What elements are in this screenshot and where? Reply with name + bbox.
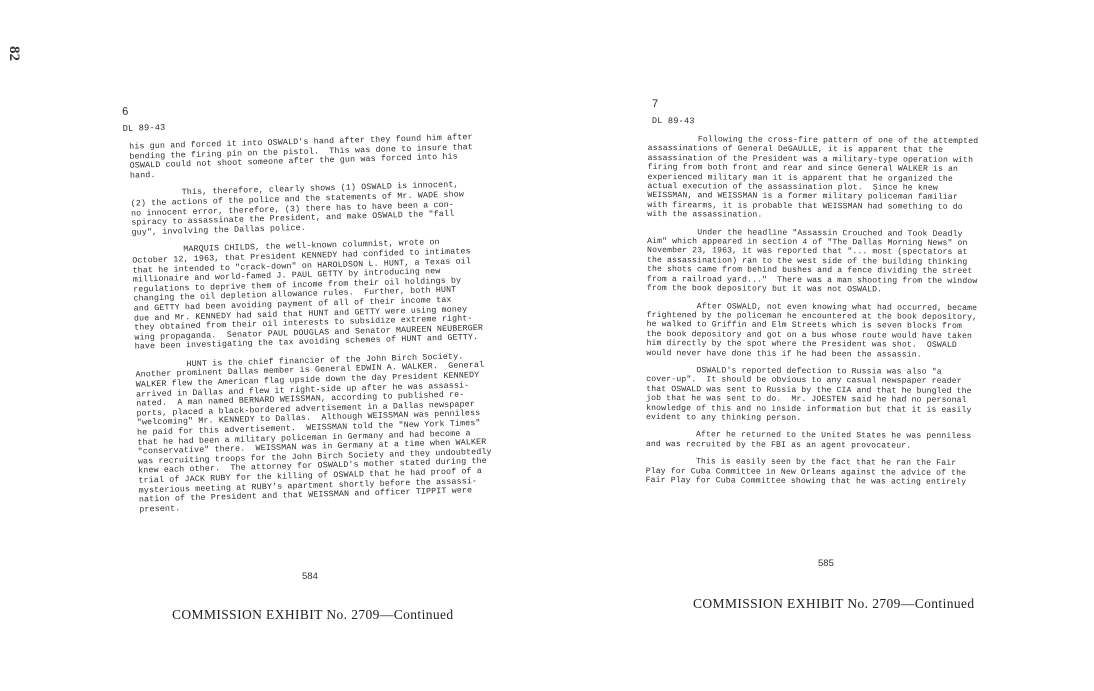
right-footer-caption: COMMISSION EXHIBIT No. 2709—Continued bbox=[693, 596, 975, 611]
right-paragraph-6: This is easily seen by the fact that he ran the Fair Play for Cuba Committee in New Orleans against the advice of the Fair Play for Cuba Committee showing that he was acting entirely bbox=[645, 457, 967, 487]
right-paragraph-2: Under the headline "Assassin Crouched and Took Deadly Aim" which appeared in section 4 of "The Dallas Morning News" on November 23, 1963, it was reported that "... most (spectators at the assassination) ran to the west side of the building thinking the shots came from behind bushes and a fence dividing the street from a railroad yard..." There was a man shooting from the window from the book depository but it was not OSWALD. bbox=[646, 227, 978, 295]
left-paragraph-4: HUNT is the chief financier of the John Birch Society. Another prominent Dallas member is General EDWIN A. WALKER. General WALKER flew the American flag upside down the day President KENNEDY arrived in Dallas and flew it right-side up after he was assassi- nated. A man named BERNARD WEISSMAN, according to published re- ports, placed a black-bordered advertisement in a Dallas newspaper "welcoming" Mr. KENNEDY to Dallas. Although WEISSMAN was penniless he paid for this advertisement. WEISSMAN told the "New York Times" that he had been a military policeman in Germany and had become a "conservative" there. WEISSMAN was in Germany at a time when WALKER was recruiting troops for the John Birch Society and they undoubtedly knew each other. The attorney for OSWALD's mother stated during the trial of JACK RUBY for the killing of OSWALD that he had proof of a mysterious meeting at RUBY's apartment shortly before the assassi- nation of the President and that WEISSMAN and officer TIPPIT were present. bbox=[135, 352, 492, 515]
right-page bbox=[646, 98, 1020, 496]
left-paragraph-1: his gun and forced it into OSWALD's hand after they found him after bending the firing pin on the pistol. This was done to insure that OSWALD could not shoot someone after the gun was forced into his hand. bbox=[129, 133, 474, 181]
right-paragraph-4: OSWALD's reported defection to Russia was also "a cover-up". It should be obvious to any casual newspaper reader that OSWALD was sent to Russia by the CIA and that he bungled the job that he was sent to do. Mr. JOESTEN said he had no personal knowledge of this and no inside information but that it is easily evident to any thinking person. bbox=[646, 365, 972, 423]
right-page-number: 7 bbox=[651, 98, 659, 111]
right-paragraph-5: After he returned to the United States he was penniless and was recruited by the FBI as an agent provocateur. bbox=[645, 430, 972, 451]
left-file-number: DL 89-43 bbox=[122, 122, 166, 134]
left-paragraph-2: This, therefore, clearly shows (1) OSWALD is innocent, (2) the actions of the police and the statements of Mr. WADE show no innocent error, therefore, (3) there has to have been a con- spiracy to assassinate the President, and make OSWALD the "fall guy", involving the Dallas police. bbox=[130, 180, 465, 238]
right-file-number: DL 89-43 bbox=[651, 116, 695, 127]
left-page-number: 6 bbox=[121, 105, 129, 118]
right-paragraph-3: After OSWALD, not even knowing what had occurred, became frightened by the policeman he encountered at the book depository, he walked to Griffin and Elm Streets which is seven blocks from the book depository and got on a bus whose route would have taken him directly by the spot where the President was shot. OSWALD would never have done this if he had been the assassin. bbox=[646, 301, 978, 360]
right-footer-page-number: 585 bbox=[818, 558, 834, 569]
left-paragraph-3: MARQUIS CHILDS, the well-known columnist, wrote on October 12, 1963, that President KENNEDY had confided to intimates that he intended to "crack-down" on HAROLDSON L. HUNT, a Texas oil millionaire and world-famed J. PAUL GETTY by introducing new regulations to deprive them of income from their oil holdings by changing the oil depletion allowance rules. Further, both HUNT and GETTY had been avoiding payment of all of their income tax due and Mr. KENNEDY had said that HUNT and GETTY were using money they obtained from their oil interests to subsidize extreme right- wing propaganda. Senator PAUL DOUGLAS and Senator MAUREEN NEUBERGER have been investigating the tax avoiding schemes of HUNT and GETTY. bbox=[131, 238, 484, 352]
left-footer-caption: COMMISSION EXHIBIT No. 2709—Continued bbox=[172, 607, 454, 622]
margin-page-number: 82 bbox=[6, 46, 22, 61]
left-page bbox=[118, 95, 525, 524]
right-paragraph-1: Following the cross-fire pattern of one of the attempted assassinations of General DeGAULLE, it is apparent that the assassination of the President was a military-type operation with firing from both front and rear and since General WALKER is an experienced military man it is apparent that he organized the actual execution of the assassination plot. Since he knew WEISSMAN, and WEISSMAN is a former military policeman familiar with firearms, it is probable that WEISSMAN had something to do with the assassination. bbox=[647, 134, 979, 220]
left-footer-page-number: 584 bbox=[302, 571, 318, 582]
